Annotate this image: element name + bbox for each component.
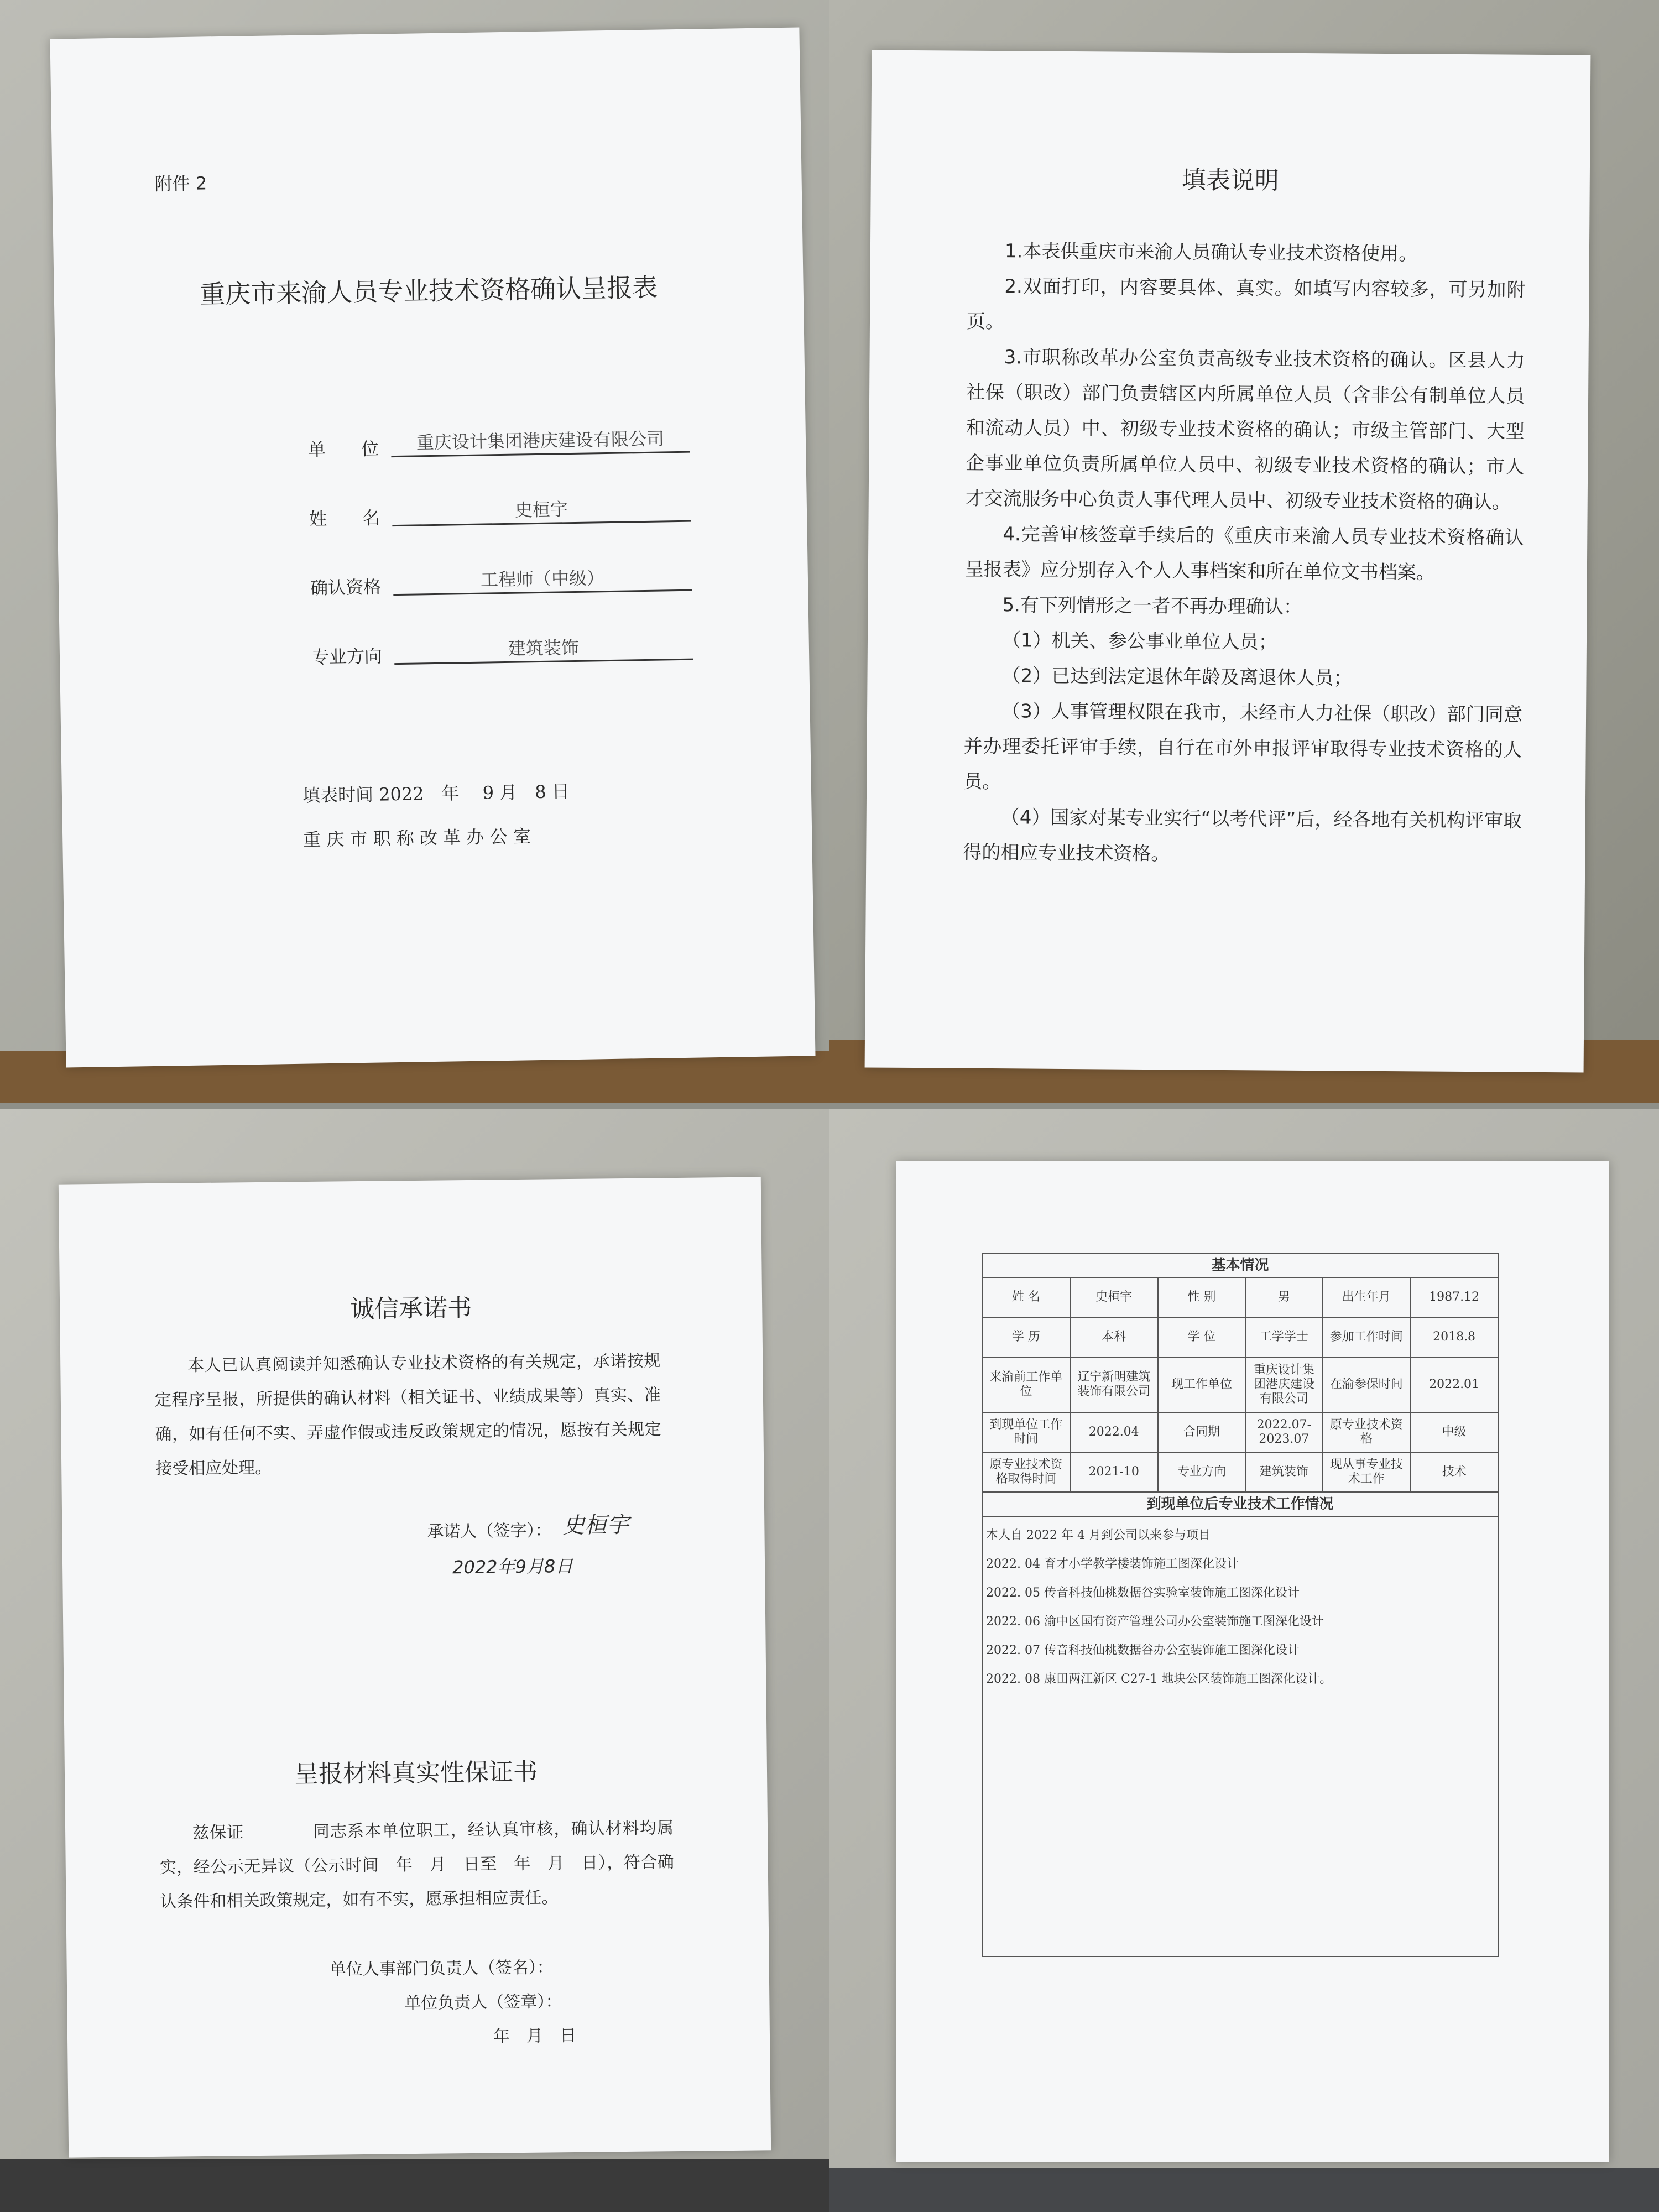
table-cell: 到现单位工作时间 xyxy=(982,1412,1070,1452)
table-cell: 重庆设计集团港庆建设有限公司 xyxy=(1245,1357,1322,1412)
floor-edge xyxy=(0,2159,830,2212)
instructions-body xyxy=(963,233,1526,874)
instruction-4: 4.完善审核签章手续后的《重庆市来渝人员专业技术资格确认呈报表》应分别存入个人人事档案和所在单位文书档案。 xyxy=(964,523,1524,584)
qualification-value: 工程师（中级） xyxy=(393,563,692,596)
table-cell: 工学学士 xyxy=(1245,1317,1322,1357)
signature: 史桓宇 xyxy=(562,1512,629,1539)
instructions-sheet xyxy=(865,50,1591,1072)
table-cell: 原专业技术资格取得时间 xyxy=(982,1452,1070,1492)
major-value: 建筑装饰 xyxy=(394,632,693,665)
table-cell: 建筑装饰 xyxy=(1245,1452,1322,1492)
fill-date: 填表时间 2022 年 9 月 8 日 xyxy=(302,781,570,806)
instruction-5: 5.有下列情形之一者不再办理确认： xyxy=(1002,594,1303,618)
table-cell: 辽宁新明建筑装饰有限公司 xyxy=(1070,1357,1158,1412)
table-cell: 现工作单位 xyxy=(1158,1357,1246,1412)
photo-page-1 xyxy=(0,0,830,1103)
list-item: 2022. 06 渝中区国有资产管理公司办公室装饰施工图深化设计 xyxy=(986,1615,1324,1629)
floor-edge xyxy=(830,2168,1659,2212)
guarantee-date: 年 月 日 xyxy=(493,2026,577,2047)
table-cell: 男 xyxy=(1245,1277,1322,1317)
pledge-title: 诚信承诺书 xyxy=(349,1293,472,1324)
table-cell: 来渝前工作单位 xyxy=(982,1357,1070,1412)
table-cell: 原专业技术资格 xyxy=(1322,1412,1410,1452)
work-list xyxy=(985,1518,1495,1697)
sign-date: 2022年9月8日 xyxy=(452,1555,573,1578)
table-cell: 2022.04 xyxy=(1070,1412,1158,1452)
name-label: 姓 名 xyxy=(309,507,380,530)
hr-signature-line: 单位人事部门负责人（签名）： xyxy=(329,1958,554,1980)
pledge-sheet xyxy=(59,1177,771,2157)
instruction-5-3: （3）人事管理权限在我市，未经市人力社保（职改）部门同意并办理委托评审手续，自行在市外申报评审取得专业技术资格的人员。 xyxy=(963,700,1523,794)
form-title: 重庆市来渝人员专业技术资格确认呈报表 xyxy=(199,272,658,310)
photo-page-2 xyxy=(830,0,1659,1103)
table-cell: 性 别 xyxy=(1158,1277,1246,1317)
table-cell: 2022.01 xyxy=(1410,1357,1498,1412)
unit-value: 重庆设计集团港庆建设有限公司 xyxy=(391,425,690,457)
instruction-3: 3.市职称改革办公室负责高级专业技术资格的确认。区县人力社保（职改）部门负责辖区内所属单位人员（含非公有制单位人员和流动人员）中、初级专业技术资格的确认；市级主管部门、大型企事业单位负责所属单位人员中、初级专业技术资格的确认；市人才交流服务中心负责人事代理人员中、初级专业技术资格的确认。 xyxy=(965,346,1525,514)
table-cell: 2021-10 xyxy=(1070,1452,1158,1492)
instructions-title: 填表说明 xyxy=(1181,166,1279,195)
table-cell: 现从事专业技术工作 xyxy=(1322,1452,1410,1492)
pledge-text: 本人已认真阅读并知悉确认专业技术资格的有关规定，承诺按规定程序呈报，所提供的确认材料（相关证书、业绩成果等）真实、准确，如有任何不实、弄虚作假或违反政策规定的情况，愿按有关规定接受相应处理。 xyxy=(154,1351,661,1479)
issuing-office: 重 庆 市 职 称 改 革 办 公 室 xyxy=(302,826,531,851)
instruction-5-4: （4）国家对某专业实行“以考代评”后，经各地有关机构评审取得的相应专业技术资格。 xyxy=(963,806,1522,865)
instruction-2: 2.双面打印，内容要具体、真实。如填写内容较多，可另加附页。 xyxy=(966,275,1526,333)
table-cell: 出生年月 xyxy=(1322,1277,1410,1317)
list-item: 2022. 04 育才小学教学楼装饰施工图深化设计 xyxy=(986,1557,1239,1571)
basic-info-table xyxy=(982,1253,1499,1957)
table-cell: 在渝参保时间 xyxy=(1322,1357,1410,1412)
unit-signature-line: 单位负责人（签章）： xyxy=(404,1992,562,2013)
instruction-5-2: （2）已达到法定退休年龄及离退休人员； xyxy=(1001,665,1353,690)
table-cell: 1987.12 xyxy=(1410,1277,1498,1317)
list-item: 2022. 07 传音科技仙桃数据谷办公室装饰施工图深化设计 xyxy=(986,1644,1300,1657)
guarantee-body xyxy=(159,1811,675,1919)
photo-page-3 xyxy=(0,1109,830,2212)
basic-info-title: 基本情况 xyxy=(982,1253,1498,1277)
attachment-label: 附件 2 xyxy=(154,173,207,195)
info-sheet xyxy=(896,1161,1609,2162)
name-value: 史桓宇 xyxy=(392,494,691,526)
table-row xyxy=(982,1412,1498,1452)
work-section-title: 到现单位后专业技术工作情况 xyxy=(982,1492,1498,1516)
pledge-body xyxy=(154,1344,662,1486)
list-item: 本人自 2022 年 4 月到公司以来参与项目 xyxy=(986,1528,1211,1542)
table-cell: 参加工作时间 xyxy=(1322,1317,1410,1357)
qualification-label: 确认资格 xyxy=(310,576,382,599)
instruction-1: 1.本表供重庆市来渝人员确认专业技术资格使用。 xyxy=(1004,240,1418,265)
photo-page-4 xyxy=(830,1109,1659,2212)
table-cell: 姓 名 xyxy=(982,1277,1070,1317)
guarantee-title: 呈报材料真实性保证书 xyxy=(294,1757,538,1789)
guarantee-text: 兹保证 同志系本单位职工，经认真审核，确认材料均属实，经公示无异议（公示时间 年 月 日至 年 月 日），符合确认条件和相关政策规定，如有不实，愿承担相应责任。 xyxy=(159,1818,674,1912)
table-cell: 中级 xyxy=(1410,1412,1498,1452)
instruction-5-1: （1）机关、参公事业单位人员； xyxy=(1001,629,1277,654)
table-cell: 专业方向 xyxy=(1158,1452,1246,1492)
cover-sheet xyxy=(50,27,815,1067)
table-cell: 学 历 xyxy=(982,1317,1070,1357)
table-row xyxy=(982,1452,1498,1492)
table-row xyxy=(982,1357,1498,1412)
signer-label: 承诺人（签字）： xyxy=(427,1521,552,1542)
table-cell: 2018.8 xyxy=(1410,1317,1498,1357)
unit-label: 单 位 xyxy=(307,438,379,461)
table-cell: 技术 xyxy=(1410,1452,1498,1492)
table-row xyxy=(982,1317,1498,1357)
table-cell: 本科 xyxy=(1070,1317,1158,1357)
list-item: 2022. 08 康田两江新区 C27-1 地块公区装饰施工图深化设计。 xyxy=(986,1672,1332,1686)
table-row xyxy=(982,1277,1498,1317)
major-label: 专业方向 xyxy=(311,645,383,668)
table-cell: 2022.07-2023.07 xyxy=(1245,1412,1322,1452)
table-cell: 合同期 xyxy=(1158,1412,1246,1452)
work-section-body xyxy=(982,1516,1498,1957)
list-item: 2022. 05 传音科技仙桃数据谷实验室装饰施工图深化设计 xyxy=(986,1586,1300,1600)
table-cell: 学 位 xyxy=(1158,1317,1246,1357)
table-cell: 史桓宇 xyxy=(1070,1277,1158,1317)
